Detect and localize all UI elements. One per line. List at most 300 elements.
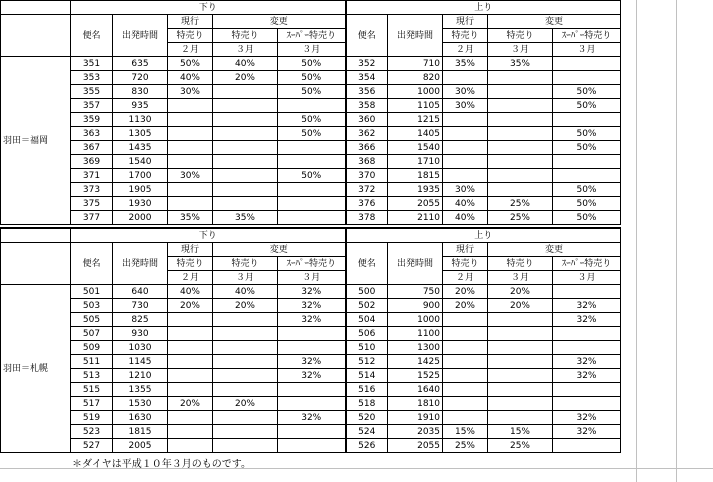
month-header: ３月 — [488, 271, 553, 285]
tokuuri-header: 特売り — [213, 29, 278, 43]
table-row — [1, 141, 621, 155]
departure-time-cell: 825 — [113, 313, 168, 327]
discount-cell — [488, 355, 553, 369]
discount-cell — [443, 169, 488, 183]
discount-cell: 30% — [443, 183, 488, 197]
gridline — [676, 0, 677, 482]
discount-cell — [488, 397, 553, 411]
discount-cell: 40% — [168, 71, 213, 85]
discount-cell: 32% — [553, 355, 621, 369]
flight-header: 便名 — [71, 243, 113, 285]
discount-cell — [553, 71, 621, 85]
flight-number-cell: 504 — [346, 313, 388, 327]
discount-cell: 50% — [553, 85, 621, 99]
flight-number-cell: 367 — [71, 141, 113, 155]
flight-number-cell: 356 — [346, 85, 388, 99]
flight-number-cell: 513 — [71, 369, 113, 383]
discount-cell — [553, 327, 621, 341]
departure-header: 出発時間 — [388, 15, 443, 57]
discount-cell: 20% — [213, 397, 278, 411]
discount-cell: 40% — [443, 211, 488, 225]
discount-cell: 50% — [168, 57, 213, 71]
departure-time-cell: 820 — [388, 71, 443, 85]
discount-cell — [168, 341, 213, 355]
flight-number-cell: 369 — [71, 155, 113, 169]
discount-cell — [278, 327, 346, 341]
departure-time-cell: 635 — [113, 57, 168, 71]
flight-number-cell: 370 — [346, 169, 388, 183]
discount-cell — [168, 313, 213, 327]
flight-number-cell: 506 — [346, 327, 388, 341]
flight-number-cell: 505 — [71, 313, 113, 327]
discount-cell: 50% — [553, 211, 621, 225]
discount-cell: 20% — [443, 285, 488, 299]
discount-cell: 32% — [278, 299, 346, 313]
departure-time-cell: 2035 — [388, 425, 443, 439]
flight-number-cell: 507 — [71, 327, 113, 341]
discount-cell — [443, 313, 488, 327]
discount-cell — [488, 383, 553, 397]
flight-number-cell: 360 — [346, 113, 388, 127]
flight-number-cell: 359 — [71, 113, 113, 127]
departure-time-cell: 1815 — [113, 425, 168, 439]
discount-cell: 35% — [443, 57, 488, 71]
flight-number-cell: 503 — [71, 299, 113, 313]
month-header: ２月 — [443, 43, 488, 57]
discount-cell: 32% — [278, 355, 346, 369]
table-row — [1, 57, 621, 71]
discount-cell — [168, 411, 213, 425]
table-row — [1, 197, 621, 211]
table-row — [1, 169, 621, 183]
discount-cell — [443, 341, 488, 355]
departure-time-cell: 1130 — [113, 113, 168, 127]
flight-number-cell: 363 — [71, 127, 113, 141]
departure-time-cell: 1000 — [388, 85, 443, 99]
flight-number-cell: 510 — [346, 341, 388, 355]
gridline — [636, 0, 637, 482]
current-header: 現行 — [443, 243, 488, 257]
timetable-sapporo — [0, 227, 621, 453]
discount-cell — [213, 313, 278, 327]
flight-number-cell: 353 — [71, 71, 113, 85]
discount-cell — [213, 127, 278, 141]
departure-time-cell: 2005 — [113, 439, 168, 453]
departure-header: 出発時間 — [388, 243, 443, 285]
month-header: ３月 — [213, 43, 278, 57]
flight-number-cell: 371 — [71, 169, 113, 183]
discount-cell: 50% — [278, 57, 346, 71]
discount-cell: 30% — [443, 85, 488, 99]
discount-cell: 50% — [553, 197, 621, 211]
discount-cell — [168, 327, 213, 341]
flight-header: 便名 — [346, 243, 388, 285]
discount-cell — [488, 141, 553, 155]
flight-number-cell: 368 — [346, 155, 388, 169]
tokuuri-header: 特売り — [168, 257, 213, 271]
tokuuri-header: 特売り — [443, 257, 488, 271]
route-label: 羽田＝福岡 — [1, 57, 71, 225]
discount-cell — [553, 285, 621, 299]
discount-cell — [553, 57, 621, 71]
flight-number-cell: 372 — [346, 183, 388, 197]
tokuuri-header: 特売り — [488, 257, 553, 271]
departure-time-cell: 1305 — [113, 127, 168, 141]
discount-cell: 32% — [553, 369, 621, 383]
direction-up-header: 上り — [346, 228, 621, 243]
table-row — [1, 327, 621, 341]
flight-number-cell: 526 — [346, 439, 388, 453]
discount-cell — [213, 169, 278, 183]
flight-number-cell: 378 — [346, 211, 388, 225]
departure-time-cell: 1700 — [113, 169, 168, 183]
discount-cell: 25% — [443, 439, 488, 453]
table-row — [1, 285, 621, 299]
table-row — [1, 439, 621, 453]
departure-time-cell: 1910 — [388, 411, 443, 425]
discount-cell — [168, 355, 213, 369]
timetable-fukuoka — [0, 0, 621, 225]
discount-cell: 25% — [488, 211, 553, 225]
tokuuri-header: 特売り — [213, 257, 278, 271]
direction-down-header: 下り — [71, 228, 346, 243]
flight-number-cell: 509 — [71, 341, 113, 355]
departure-time-cell: 1630 — [113, 411, 168, 425]
table-row — [1, 211, 621, 225]
departure-time-cell: 1145 — [113, 355, 168, 369]
flight-number-cell: 375 — [71, 197, 113, 211]
discount-cell — [213, 327, 278, 341]
tokuuri-header: 特売り — [443, 29, 488, 43]
discount-cell: 20% — [213, 299, 278, 313]
discount-cell: 15% — [443, 425, 488, 439]
discount-cell — [278, 341, 346, 355]
table-row — [1, 183, 621, 197]
flight-number-cell: 519 — [71, 411, 113, 425]
flight-number-cell: 511 — [71, 355, 113, 369]
discount-cell — [213, 99, 278, 113]
flight-number-cell: 501 — [71, 285, 113, 299]
table-row — [1, 127, 621, 141]
departure-time-cell: 710 — [388, 57, 443, 71]
departure-time-cell: 1905 — [113, 183, 168, 197]
table-row — [1, 299, 621, 313]
discount-cell — [553, 439, 621, 453]
discount-cell: 15% — [488, 425, 553, 439]
flight-number-cell: 355 — [71, 85, 113, 99]
discount-cell — [488, 183, 553, 197]
flight-number-cell: 354 — [346, 71, 388, 85]
discount-cell: 20% — [213, 71, 278, 85]
super-tokuuri-header: ｽｰﾊﾟｰ特売り — [278, 257, 346, 271]
departure-time-cell: 720 — [113, 71, 168, 85]
discount-cell: 50% — [553, 183, 621, 197]
discount-cell — [278, 183, 346, 197]
discount-cell — [168, 197, 213, 211]
table-row — [1, 313, 621, 327]
month-header: ３月 — [488, 43, 553, 57]
departure-time-cell: 750 — [388, 285, 443, 299]
discount-cell — [168, 141, 213, 155]
discount-cell — [553, 113, 621, 127]
discount-cell — [213, 411, 278, 425]
direction-down-header: 下り — [71, 1, 346, 15]
departure-time-cell: 1540 — [113, 155, 168, 169]
discount-cell — [213, 141, 278, 155]
table-row — [1, 411, 621, 425]
departure-time-cell: 1425 — [388, 355, 443, 369]
discount-cell: 25% — [488, 439, 553, 453]
discount-cell — [213, 197, 278, 211]
discount-cell — [168, 183, 213, 197]
departure-time-cell: 900 — [388, 299, 443, 313]
discount-cell — [443, 155, 488, 169]
departure-header: 出発時間 — [113, 243, 168, 285]
discount-cell — [553, 383, 621, 397]
discount-cell — [443, 355, 488, 369]
current-header: 現行 — [443, 15, 488, 29]
discount-cell — [553, 397, 621, 411]
flight-header: 便名 — [346, 15, 388, 57]
flight-number-cell: 515 — [71, 383, 113, 397]
discount-cell: 50% — [278, 85, 346, 99]
discount-cell — [488, 155, 553, 169]
route-label: 羽田＝札幌 — [1, 285, 71, 453]
discount-cell: 25% — [488, 197, 553, 211]
discount-cell — [488, 169, 553, 183]
table-row — [1, 113, 621, 127]
discount-cell: 50% — [553, 99, 621, 113]
footnote: ＊ダイヤは平成１０年３月のものです。 — [72, 459, 251, 470]
departure-time-cell: 1930 — [113, 197, 168, 211]
departure-time-cell: 1810 — [388, 397, 443, 411]
flight-number-cell: 527 — [71, 439, 113, 453]
tokuuri-header: 特売り — [488, 29, 553, 43]
flight-number-cell: 520 — [346, 411, 388, 425]
discount-cell — [278, 141, 346, 155]
discount-cell: 35% — [488, 57, 553, 71]
discount-cell — [443, 127, 488, 141]
discount-cell — [488, 369, 553, 383]
discount-cell: 50% — [278, 127, 346, 141]
discount-cell: 35% — [168, 211, 213, 225]
table-row — [1, 99, 621, 113]
month-header: ３月 — [553, 271, 621, 285]
table-row — [1, 85, 621, 99]
discount-cell — [213, 183, 278, 197]
flight-number-cell: 514 — [346, 369, 388, 383]
flight-number-cell: 376 — [346, 197, 388, 211]
month-header: ２月 — [168, 43, 213, 57]
discount-cell — [488, 411, 553, 425]
discount-cell — [488, 99, 553, 113]
flight-number-cell: 373 — [71, 183, 113, 197]
month-header: ２月 — [168, 271, 213, 285]
discount-cell: 30% — [168, 169, 213, 183]
discount-cell — [168, 155, 213, 169]
departure-time-cell: 2110 — [388, 211, 443, 225]
change-header: 変更 — [488, 15, 621, 29]
discount-cell — [168, 99, 213, 113]
flight-number-cell: 517 — [71, 397, 113, 411]
departure-time-cell: 1710 — [388, 155, 443, 169]
discount-cell: 32% — [278, 285, 346, 299]
corner-cell — [1, 1, 71, 15]
departure-time-cell: 1210 — [113, 369, 168, 383]
departure-time-cell: 1540 — [388, 141, 443, 155]
flight-number-cell: 357 — [71, 99, 113, 113]
flight-number-cell: 358 — [346, 99, 388, 113]
flight-header: 便名 — [71, 15, 113, 57]
flight-number-cell: 523 — [71, 425, 113, 439]
discount-cell: 50% — [278, 71, 346, 85]
discount-cell — [278, 211, 346, 225]
direction-up-header: 上り — [346, 1, 621, 15]
table-row — [1, 341, 621, 355]
discount-cell: 32% — [553, 313, 621, 327]
discount-cell — [168, 113, 213, 127]
discount-cell — [213, 355, 278, 369]
departure-header: 出発時間 — [113, 15, 168, 57]
discount-cell: 30% — [168, 85, 213, 99]
discount-cell — [168, 369, 213, 383]
discount-cell — [168, 425, 213, 439]
departure-time-cell: 1640 — [388, 383, 443, 397]
discount-cell: 40% — [443, 197, 488, 211]
discount-cell: 32% — [553, 299, 621, 313]
discount-cell: 50% — [553, 127, 621, 141]
discount-cell: 50% — [278, 113, 346, 127]
discount-cell: 30% — [443, 99, 488, 113]
discount-cell — [488, 341, 553, 355]
super-tokuuri-header: ｽｰﾊﾟｰ特売り — [278, 29, 346, 43]
discount-cell — [488, 113, 553, 127]
departure-time-cell: 1030 — [113, 341, 168, 355]
discount-cell — [213, 439, 278, 453]
table-row — [1, 425, 621, 439]
discount-cell — [488, 327, 553, 341]
departure-time-cell: 640 — [113, 285, 168, 299]
super-tokuuri-header: ｽｰﾊﾟｰ特売り — [553, 29, 621, 43]
discount-cell — [443, 397, 488, 411]
discount-cell: 50% — [553, 141, 621, 155]
discount-cell — [168, 439, 213, 453]
discount-cell: 20% — [168, 299, 213, 313]
departure-time-cell: 730 — [113, 299, 168, 313]
departure-time-cell: 2055 — [388, 197, 443, 211]
month-header: ３月 — [553, 43, 621, 57]
table-row — [1, 369, 621, 383]
discount-cell — [443, 411, 488, 425]
departure-time-cell: 2000 — [113, 211, 168, 225]
table-row — [1, 155, 621, 169]
discount-cell — [488, 313, 553, 327]
super-tokuuri-header: ｽｰﾊﾟｰ特売り — [553, 257, 621, 271]
table-row — [1, 383, 621, 397]
month-header: ３月 — [278, 271, 346, 285]
change-header: 変更 — [488, 243, 621, 257]
departure-time-cell: 930 — [113, 327, 168, 341]
departure-time-cell: 935 — [113, 99, 168, 113]
departure-time-cell: 1300 — [388, 341, 443, 355]
discount-cell — [443, 383, 488, 397]
discount-cell — [278, 155, 346, 169]
discount-cell — [443, 369, 488, 383]
discount-cell — [213, 383, 278, 397]
discount-cell — [443, 141, 488, 155]
flight-number-cell: 518 — [346, 397, 388, 411]
current-header: 現行 — [168, 243, 213, 257]
discount-cell — [278, 425, 346, 439]
discount-cell — [278, 383, 346, 397]
discount-cell — [213, 155, 278, 169]
discount-cell: 20% — [488, 299, 553, 313]
discount-cell — [168, 127, 213, 141]
flight-number-cell: 352 — [346, 57, 388, 71]
discount-cell — [278, 397, 346, 411]
discount-cell: 32% — [278, 369, 346, 383]
table-row — [1, 355, 621, 369]
discount-cell: 32% — [278, 411, 346, 425]
discount-cell — [213, 85, 278, 99]
departure-time-cell: 1815 — [388, 169, 443, 183]
flight-number-cell: 524 — [346, 425, 388, 439]
discount-cell — [278, 439, 346, 453]
departure-time-cell: 1215 — [388, 113, 443, 127]
discount-cell — [213, 341, 278, 355]
discount-cell — [278, 197, 346, 211]
discount-cell: 50% — [278, 169, 346, 183]
discount-cell: 20% — [443, 299, 488, 313]
departure-time-cell: 830 — [113, 85, 168, 99]
discount-cell — [553, 169, 621, 183]
discount-cell: 32% — [278, 313, 346, 327]
departure-time-cell: 1355 — [113, 383, 168, 397]
flight-number-cell: 516 — [346, 383, 388, 397]
discount-cell: 35% — [213, 211, 278, 225]
departure-time-cell: 1105 — [388, 99, 443, 113]
table-row — [1, 397, 621, 411]
flight-number-cell: 362 — [346, 127, 388, 141]
change-header: 変更 — [213, 15, 346, 29]
month-header: ３月 — [213, 271, 278, 285]
departure-time-cell: 1935 — [388, 183, 443, 197]
departure-time-cell: 1435 — [113, 141, 168, 155]
discount-cell — [213, 113, 278, 127]
discount-cell — [278, 99, 346, 113]
departure-time-cell: 1100 — [388, 327, 443, 341]
departure-time-cell: 1405 — [388, 127, 443, 141]
discount-cell — [553, 155, 621, 169]
discount-cell — [488, 85, 553, 99]
discount-cell — [213, 425, 278, 439]
flight-number-cell: 500 — [346, 285, 388, 299]
discount-cell — [553, 341, 621, 355]
discount-cell: 40% — [168, 285, 213, 299]
discount-cell: 40% — [213, 285, 278, 299]
discount-cell: 32% — [553, 425, 621, 439]
discount-cell: 20% — [168, 397, 213, 411]
flight-number-cell: 512 — [346, 355, 388, 369]
discount-cell — [443, 327, 488, 341]
discount-cell — [488, 71, 553, 85]
departure-time-cell: 2055 — [388, 439, 443, 453]
departure-time-cell: 1530 — [113, 397, 168, 411]
change-header: 変更 — [213, 243, 346, 257]
discount-cell: 32% — [553, 411, 621, 425]
flight-number-cell: 377 — [71, 211, 113, 225]
discount-cell — [213, 369, 278, 383]
